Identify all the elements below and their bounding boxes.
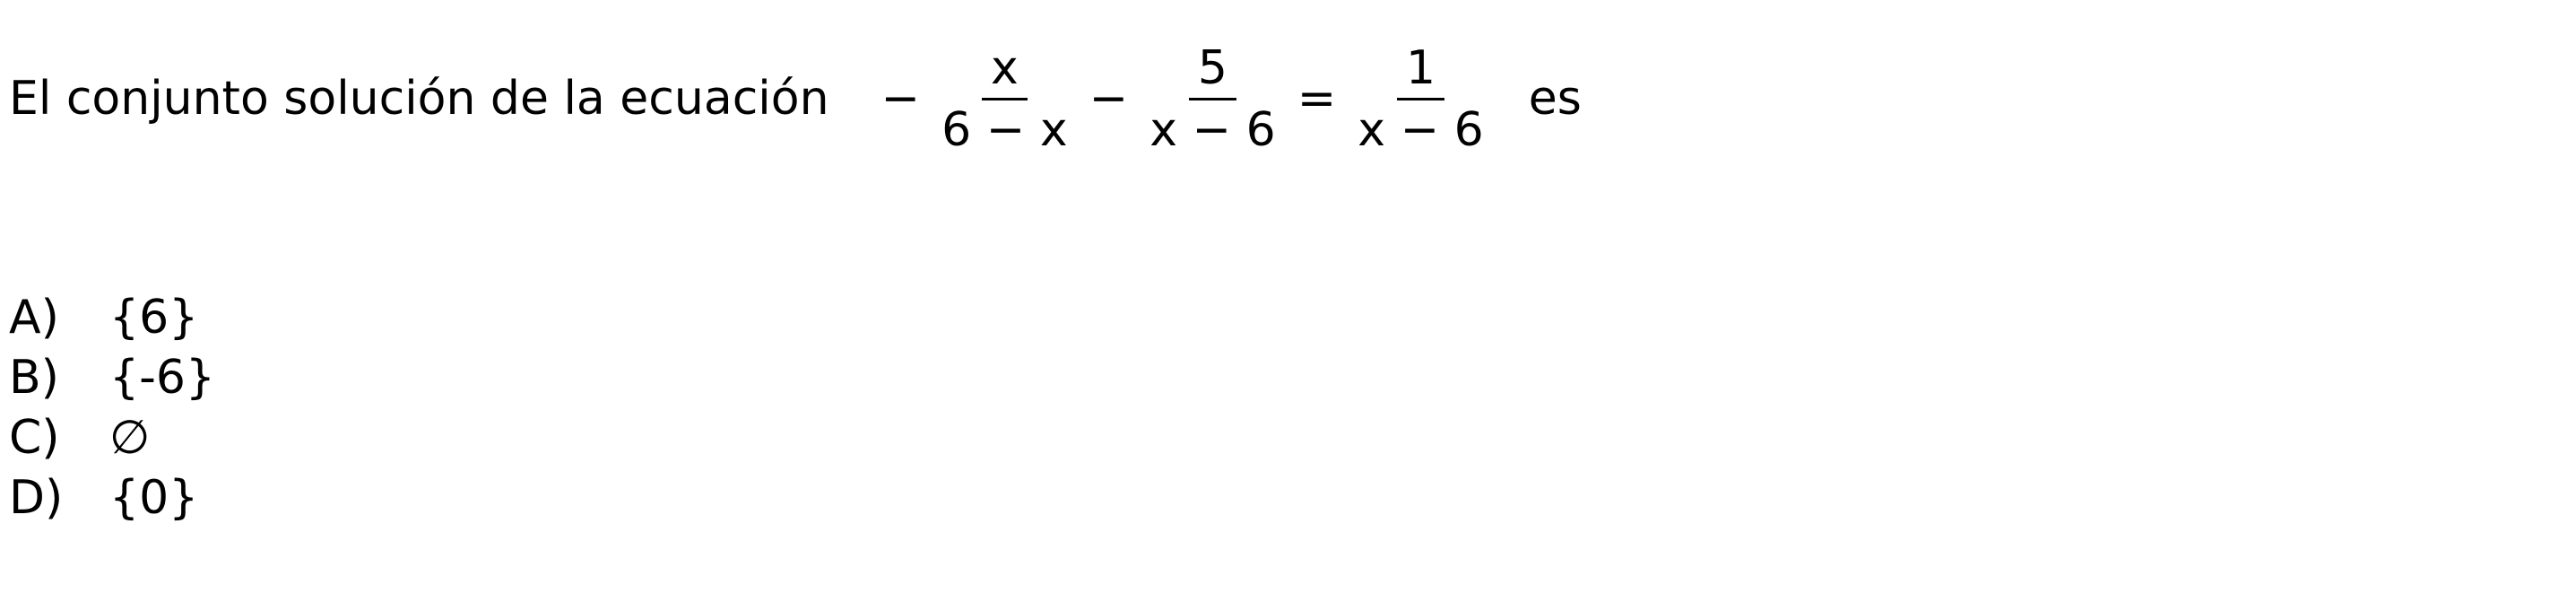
- empty-set-icon: ∅: [109, 410, 151, 465]
- option-a[interactable]: [9, 287, 215, 347]
- minus-sign: −: [1089, 72, 1129, 126]
- option-value: {6}: [109, 290, 199, 345]
- fraction-denominator: 6 − x: [941, 102, 1068, 157]
- option-letter: B): [9, 350, 59, 405]
- option-value: {-6}: [109, 350, 216, 405]
- leading-minus-sign: −: [880, 72, 921, 126]
- fraction-denominator: x − 6: [1357, 102, 1484, 157]
- option-d[interactable]: [9, 467, 215, 528]
- fraction-numerator: 5: [1189, 39, 1236, 100]
- option-letter: C): [9, 410, 60, 465]
- question-tail: es: [1528, 72, 1582, 126]
- fraction-x-over-6-minus-x: [932, 39, 1077, 160]
- equation: [872, 39, 1496, 160]
- fraction-denominator: x − 6: [1149, 102, 1276, 157]
- question-statement: [9, 36, 1582, 161]
- fraction-numerator: x: [982, 39, 1028, 100]
- equals-sign: =: [1297, 72, 1337, 126]
- answer-options: [9, 287, 215, 528]
- option-c[interactable]: [9, 407, 215, 467]
- option-letter: D): [9, 470, 64, 525]
- fraction-numerator: 1: [1397, 39, 1444, 100]
- fraction-1-over-x-minus-6: [1349, 39, 1493, 160]
- fraction-5-over-x-minus-6: [1141, 39, 1285, 160]
- option-value: {0}: [109, 470, 199, 525]
- option-b[interactable]: [9, 347, 215, 407]
- option-letter: A): [9, 290, 59, 345]
- question-text: El conjunto solución de la ecuación: [9, 72, 829, 126]
